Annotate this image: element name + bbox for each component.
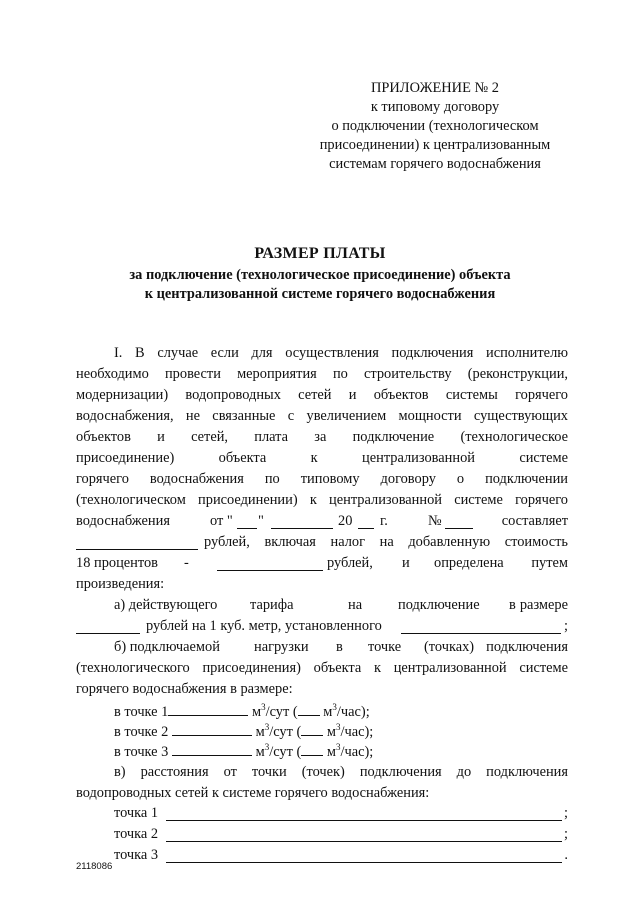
text-fragment: водоснабжения	[76, 513, 170, 529]
unit-exponent: 3	[264, 742, 270, 753]
text-fragment: 18 процентов	[76, 555, 158, 571]
blank-authority	[401, 619, 561, 634]
text-fragment: №	[428, 513, 442, 529]
text-fragment: ;	[564, 805, 568, 821]
tariff-line	[76, 617, 568, 636]
text-fragment: путем	[531, 555, 568, 571]
item-c-line: в) расстояния от точки (точек) подключения до подключения	[114, 764, 568, 780]
paragraph-line: модернизации) водопроводных сетей и объектов системы горячего	[76, 387, 568, 403]
text-fragment: рублей на 1 куб. метр, установленного	[146, 618, 382, 634]
unit-text: /час);	[340, 724, 374, 740]
blank-load-hour	[298, 701, 320, 716]
amount-line	[76, 533, 568, 552]
text-fragment: тарифа	[250, 597, 294, 613]
unit-text: м	[326, 744, 336, 760]
appendix-line: присоединении) к централизованным	[319, 137, 551, 153]
unit-exponent: 3	[336, 722, 341, 733]
text-fragment: 20	[338, 513, 353, 529]
unit-text: м	[255, 724, 265, 740]
text-fragment: на	[348, 597, 363, 613]
text-fragment: г.	[380, 513, 388, 529]
paragraph-line: (технологического присоединения) объекта к централизованной системе	[76, 660, 568, 676]
blank-distance	[166, 848, 562, 863]
appendix-line: о подключении (технологическом	[331, 118, 539, 134]
text-fragment: рублей, включая налог на добавленную стоимость	[204, 534, 568, 550]
appendix-line: к типовому договору	[370, 99, 500, 115]
text-fragment: подключения	[486, 639, 568, 655]
blank-distance	[166, 806, 562, 821]
text-fragment: определена	[434, 555, 504, 571]
unit-text: м	[326, 724, 336, 740]
point-label: в точке 3	[114, 744, 169, 760]
blank-distance	[166, 827, 562, 842]
unit-text: м	[255, 744, 265, 760]
blank-load-day	[172, 741, 252, 756]
paragraph-line: водоснабжения, не связанные с увеличением мощности существующих	[76, 408, 568, 424]
blank-load-day	[168, 701, 248, 716]
text-fragment: б) подключаемой	[114, 639, 220, 655]
item-a-line	[114, 596, 568, 615]
unit-text: /сут (	[265, 704, 298, 720]
appendix-number: ПРИЛОЖЕНИЕ № 2	[371, 80, 499, 96]
point-label: точка 3	[114, 847, 159, 863]
unit-text: /час);	[336, 704, 370, 720]
blank-vat	[217, 556, 323, 571]
blank-day	[237, 514, 257, 529]
appendix-line: системам горячего водоснабжения	[329, 156, 541, 172]
appendix-header	[300, 79, 570, 174]
paragraph-line: объектов и сетей, плата за подключение (технологическое	[76, 429, 568, 445]
blank-tariff	[76, 619, 140, 634]
load-point-row	[114, 721, 606, 740]
item-b-line	[114, 638, 568, 657]
load-point-row	[114, 741, 606, 760]
text-fragment: -	[184, 555, 189, 571]
point-label: в точке 1	[114, 704, 169, 720]
text-fragment: от "	[210, 513, 233, 529]
unit-exponent: 3	[261, 702, 266, 713]
blank-load-hour	[301, 721, 323, 736]
text-fragment: нагрузки	[254, 639, 309, 655]
text-fragment: составляет	[501, 513, 568, 529]
text-fragment: и	[402, 555, 410, 571]
unit-text: м	[323, 704, 333, 720]
text-fragment: а) действующего	[114, 597, 218, 613]
paragraph-line: (технологическом присоединении) к централизованной системе горячего	[76, 492, 568, 508]
blank-month	[271, 514, 333, 529]
distance-point-row	[114, 846, 568, 865]
paragraph-line: водопроводных сетей к системе горячего водоснабжения:	[76, 785, 430, 801]
point-label: точка 1	[114, 805, 159, 821]
unit-text: /сут (	[269, 744, 302, 760]
text-fragment: (точках)	[424, 639, 475, 655]
load-point-row	[114, 701, 606, 720]
text-fragment: в	[509, 597, 516, 613]
paragraph-line: произведения:	[76, 576, 165, 592]
unit-text: /час);	[340, 744, 374, 760]
blank-number	[445, 514, 473, 529]
unit-exponent: 3	[264, 722, 270, 733]
unit-text: /сут (	[269, 724, 302, 740]
document-subtitle: за подключение (технологическое присоединение) объекта	[129, 267, 511, 283]
paragraph-line: необходимо провести мероприятия по строительству (реконструкции,	[76, 366, 568, 382]
text-fragment: ;	[564, 618, 568, 634]
unit-exponent: 3	[332, 702, 337, 713]
paragraph-line: горячего водоснабжения в размере:	[76, 681, 293, 697]
document-number: 2118086	[76, 861, 113, 872]
unit-text: м	[251, 704, 262, 720]
vat-line	[76, 554, 568, 573]
distance-point-row	[114, 804, 568, 823]
contract-date-line	[76, 512, 568, 531]
text-fragment: точке	[368, 639, 402, 655]
blank-amount	[76, 535, 198, 550]
text-fragment: в	[336, 639, 343, 655]
distance-point-row	[114, 825, 568, 844]
paragraph-line: горячего водоснабжения по типовому договору о подключении	[76, 471, 568, 487]
blank-load-hour	[301, 741, 323, 756]
point-label: в точке 2	[114, 724, 169, 740]
document-title: РАЗМЕР ПЛАТЫ	[254, 245, 386, 262]
paragraph-line: I. В случае если для осуществления подключения исполнителю	[114, 345, 568, 361]
point-label: точка 2	[114, 826, 159, 842]
text-fragment: "	[258, 513, 264, 529]
text-fragment: ;	[564, 826, 568, 842]
text-fragment: рублей,	[327, 555, 373, 571]
document-subtitle: к централизованной системе горячего водоснабжения	[144, 286, 496, 302]
text-fragment: размере	[519, 597, 568, 613]
unit-exponent: 3	[336, 742, 341, 753]
text-fragment: .	[564, 847, 568, 863]
blank-year	[358, 514, 374, 529]
text-fragment: подключение	[398, 597, 480, 613]
blank-load-day	[172, 721, 252, 736]
paragraph-line: присоединение) объекта к централизованной системе	[76, 450, 568, 466]
